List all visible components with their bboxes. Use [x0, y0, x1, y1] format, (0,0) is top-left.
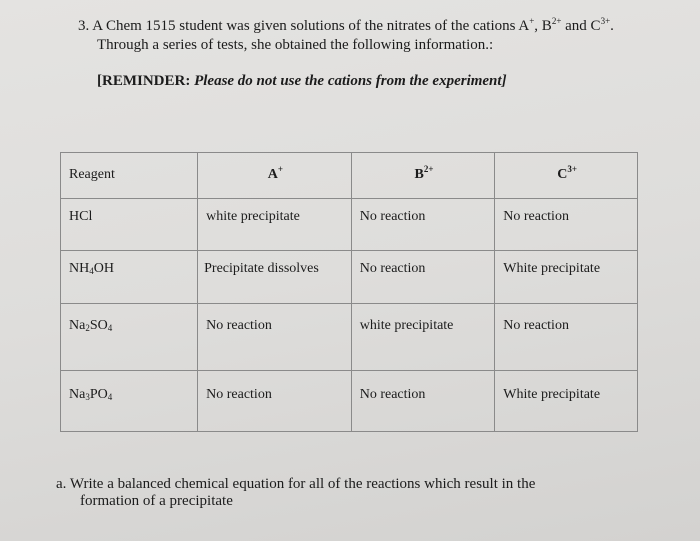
table-row-nh4oh [61, 251, 638, 304]
table-row-na2so4 [61, 304, 638, 371]
table-row-hcl [61, 199, 638, 251]
part-a-line1: a. Write a balanced chemical equation for all of the reactions which result in the [56, 476, 536, 492]
results-table [60, 152, 638, 432]
reagent-cell: $Na_2SO_4$ [61, 304, 198, 371]
result-cell-b: white precipitate [351, 304, 495, 371]
result-cell-c: White precipitate [495, 251, 638, 304]
question-intro-line1: 3. A Chem 1515 student was given solutions of the nitrates of the cations A+, $B^{2+}$ and $C^{3+}$. [78, 16, 614, 34]
header-reagent: Reagent [61, 153, 198, 199]
table-header-row [61, 153, 638, 199]
result-cell-c: White precipitate [495, 371, 638, 432]
header-cation-a: A+ [198, 153, 352, 199]
result-cell-b: No reaction [351, 371, 495, 432]
question-number: 3. [78, 18, 90, 34]
reagent-cell: HCl [61, 199, 198, 251]
reagent-cell: $Na_3PO_4$ [61, 371, 198, 432]
reminder-note: [REMINDER: Please do not use the cations from the experiment] [97, 73, 507, 89]
reagent-cell: $NH_4OH$ [61, 251, 198, 304]
result-cell-a: No reaction [198, 304, 352, 371]
result-cell-c: No reaction [495, 304, 638, 371]
result-cell-b: No reaction [351, 251, 495, 304]
table-row-na3po4 [61, 371, 638, 432]
part-a-line2: formation of a precipitate [80, 493, 233, 509]
result-cell-a: white precipitate [198, 199, 352, 251]
result-cell-a: Precipitate dissolves [198, 251, 352, 304]
header-cation-c: $C^{3+}$ [495, 153, 638, 199]
result-cell-a: No reaction [198, 371, 352, 432]
result-cell-c: No reaction [495, 199, 638, 251]
result-cell-b: No reaction [351, 199, 495, 251]
question-intro-line2: Through a series of tests, she obtained the following information.: [97, 37, 494, 53]
header-cation-b: $B^{2+}$ [351, 153, 495, 199]
